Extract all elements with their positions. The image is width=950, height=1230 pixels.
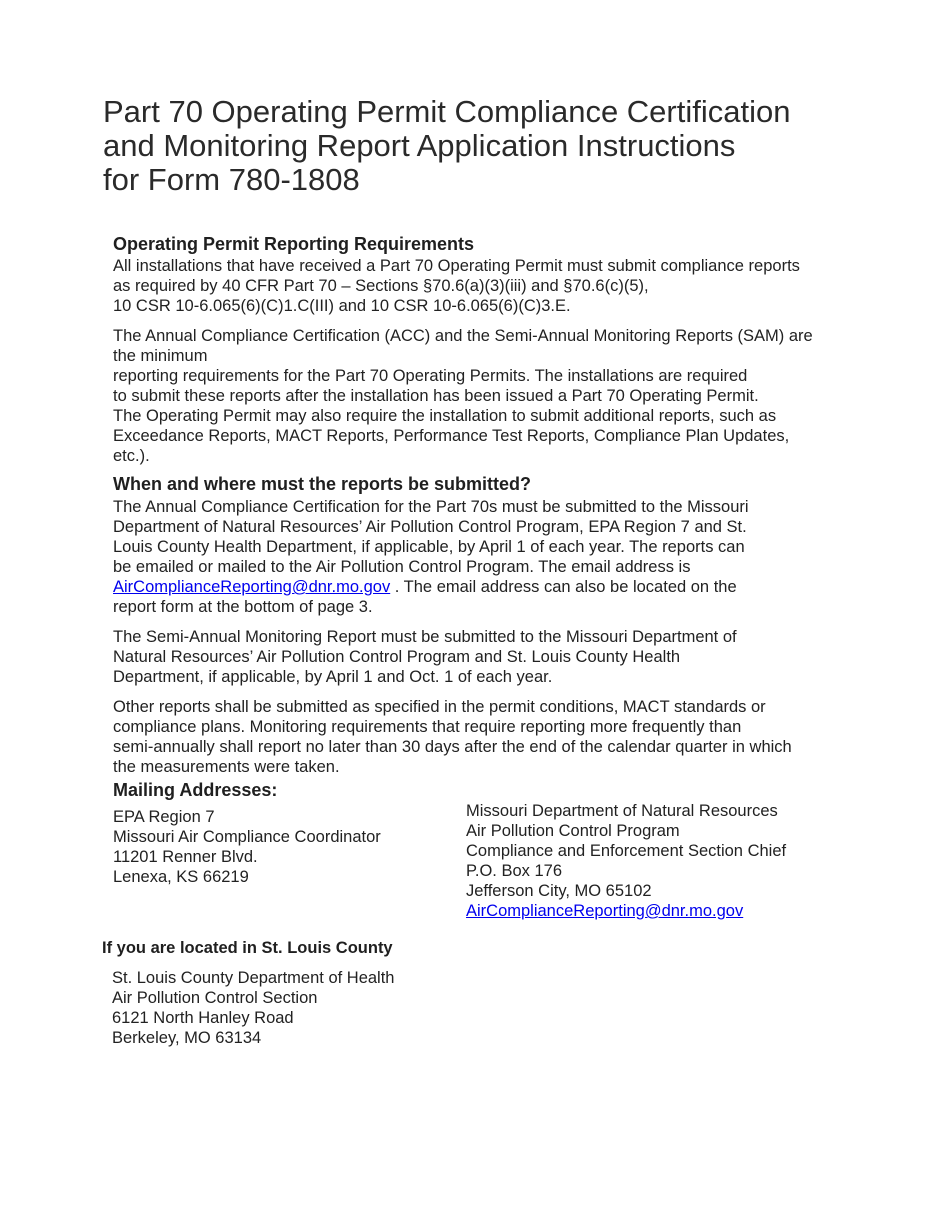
section-heading-st-louis-county: If you are located in St. Louis County (102, 939, 393, 957)
paragraph-line: Exceedance Reports, MACT Reports, Performance Test Reports, Compliance Plan Updates, (113, 427, 790, 445)
paragraph-line: the measurements were taken. (113, 758, 340, 776)
epa-address-line: 11201 Renner Blvd. (113, 848, 258, 866)
epa-address-line: Lenexa, KS 66219 (113, 868, 249, 886)
paragraph-line: Department, if applicable, by April 1 and Oct. 1 of each year. (113, 668, 553, 686)
stlouis-address-line: St. Louis County Department of Health (112, 969, 395, 987)
dnr-address-line: Compliance and Enforcement Section Chief (466, 842, 787, 860)
paragraph-line: Department of Natural Resources’ Air Pollution Control Program, EPA Region 7 and St. (113, 518, 747, 536)
page-title-line-2: and Monitoring Report Application Instructions (103, 128, 736, 163)
paragraph-line: Louis County Health Department, if applicable, by April 1 of each year. The reports can (113, 538, 745, 556)
paragraph-line: be emailed or mailed to the Air Pollution Control Program. The email address is (113, 558, 691, 576)
paragraph-line: All installations that have received a Part 70 Operating Permit must submit compliance reports (113, 257, 800, 275)
dnr-address-line: Air Pollution Control Program (466, 822, 680, 840)
dnr-address-line: Jefferson City, MO 65102 (466, 882, 652, 900)
paragraph-line: The Annual Compliance Certification for the Part 70s must be submitted to the Missouri (113, 498, 749, 516)
paragraph-line: etc.). (113, 447, 150, 465)
paragraph-line: to submit these reports after the installation has been issued a Part 70 Operating Permit. (113, 387, 759, 405)
paragraph-line: The Semi-Annual Monitoring Report must be submitted to the Missouri Department of (113, 628, 737, 646)
dnr-email-link[interactable]: AirComplianceReporting@dnr.mo.gov (466, 902, 744, 920)
paragraph-line: compliance plans. Monitoring requirements that require reporting more frequently than (113, 718, 742, 736)
paragraph-line: The Annual Compliance Certification (ACC) and the Semi-Annual Monitoring Reports (SAM) are (113, 327, 813, 345)
section-heading-reporting-requirements: Operating Permit Reporting Requirements (113, 234, 475, 254)
stlouis-address-line: Berkeley, MO 63134 (112, 1029, 262, 1047)
page-title-line-3: for Form 780-1808 (103, 162, 360, 197)
email-suffix-text: . The email address can also be located on the (390, 578, 737, 596)
section-heading-mailing-addresses: Mailing Addresses: (113, 780, 278, 800)
paragraph-line: the minimum (113, 347, 208, 365)
page-title-line-1: Part 70 Operating Permit Compliance Certification (103, 94, 791, 129)
epa-address-line: Missouri Air Compliance Coordinator (113, 828, 381, 846)
paragraph-line: Other reports shall be submitted as specified in the permit conditions, MACT standards or (113, 698, 766, 716)
paragraph-line: The Operating Permit may also require the installation to submit additional reports, such as (113, 407, 777, 425)
paragraph-line-with-email (113, 577, 737, 597)
section-heading-when-where: When and where must the reports be submitted? (113, 474, 532, 494)
dnr-address-line: P.O. Box 176 (466, 862, 563, 880)
paragraph-line: 10 CSR 10-6.065(6)(C)1.C(III) and 10 CSR 10-6.065(6)(C)3.E. (113, 297, 571, 315)
email-link[interactable]: AirComplianceReporting@dnr.mo.gov (113, 578, 391, 596)
dnr-address-line: Missouri Department of Natural Resources (466, 802, 778, 820)
paragraph-line: semi-annually shall report no later than 30 days after the end of the calendar quarter in which (113, 738, 792, 756)
paragraph-line: as required by 40 CFR Part 70 – Sections §70.6(a)(3)(iii) and §70.6(c)(5), (113, 277, 649, 295)
stlouis-address-line: 6121 North Hanley Road (112, 1009, 294, 1027)
paragraph-line: report form at the bottom of page 3. (113, 598, 373, 616)
paragraph-line: reporting requirements for the Part 70 Operating Permits. The installations are required (113, 367, 748, 385)
paragraph-line: Natural Resources’ Air Pollution Control Program and St. Louis County Health (113, 648, 681, 666)
epa-address-line: EPA Region 7 (113, 808, 215, 826)
dnr-email-line (466, 901, 743, 921)
stlouis-address-line: Air Pollution Control Section (112, 989, 318, 1007)
